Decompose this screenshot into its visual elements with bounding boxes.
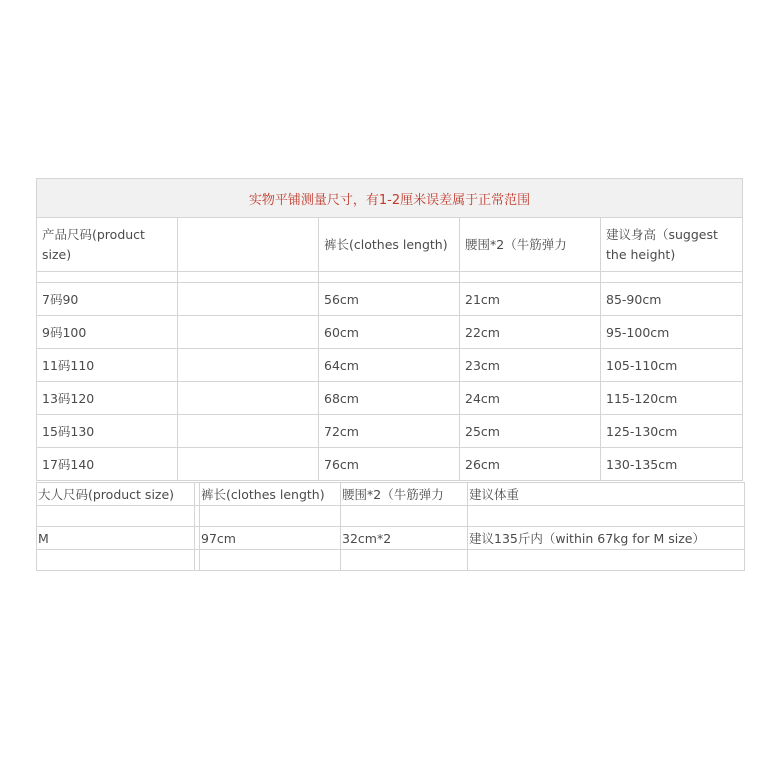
blank-cell	[178, 415, 319, 448]
table-row	[37, 527, 745, 550]
blank-cell	[178, 283, 319, 316]
size-cell: 13码120	[37, 382, 178, 415]
spacer-row	[37, 550, 745, 571]
height-cell: 125-130cm	[601, 415, 743, 448]
table-row	[37, 382, 743, 415]
spacer-row	[37, 272, 743, 283]
header-cell: 产品尺码(product size)	[37, 218, 178, 272]
header-cell: 腰围*2（牛筋弹力	[341, 483, 468, 506]
blank-cell	[178, 316, 319, 349]
spacer-row	[37, 506, 745, 527]
size-cell: 11码110	[37, 349, 178, 382]
weight-cell: 建议135斤内（within 67kg for M size）	[468, 527, 745, 550]
height-cell: 95-100cm	[601, 316, 743, 349]
header-cell: 裤长(clothes length)	[200, 483, 341, 506]
waist-cell: 24cm	[460, 382, 601, 415]
table-row	[37, 415, 743, 448]
header-cell	[178, 218, 319, 272]
height-cell: 130-135cm	[601, 448, 743, 481]
size-cell: 7码90	[37, 283, 178, 316]
length-cell: 76cm	[319, 448, 460, 481]
waist-cell: 21cm	[460, 283, 601, 316]
table-row	[37, 349, 743, 382]
size-cell: 15码130	[37, 415, 178, 448]
height-cell: 115-120cm	[601, 382, 743, 415]
waist-cell: 23cm	[460, 349, 601, 382]
length-cell: 60cm	[319, 316, 460, 349]
table-title: 实物平铺测量尺寸，有1-2厘米误差属于正常范围	[37, 179, 743, 218]
header-cell: 腰围*2（牛筋弹力	[460, 218, 601, 272]
size-cell: M	[37, 527, 195, 550]
length-cell: 97cm	[200, 527, 341, 550]
header-cell: 建议身高（suggest the height)	[601, 218, 743, 272]
waist-cell: 22cm	[460, 316, 601, 349]
blank-cell	[178, 448, 319, 481]
height-cell: 85-90cm	[601, 283, 743, 316]
header-cell: 裤长(clothes length)	[319, 218, 460, 272]
table-row	[37, 448, 743, 481]
height-cell: 105-110cm	[601, 349, 743, 382]
waist-cell: 32cm*2	[341, 527, 468, 550]
length-cell: 64cm	[319, 349, 460, 382]
header-cell: 大人尺码(product size)	[37, 483, 195, 506]
size-cell: 9码100	[37, 316, 178, 349]
table-row	[37, 316, 743, 349]
adult-size-table	[36, 482, 745, 571]
kids-size-table	[36, 178, 743, 481]
length-cell: 56cm	[319, 283, 460, 316]
size-cell: 17码140	[37, 448, 178, 481]
waist-cell: 25cm	[460, 415, 601, 448]
header-cell: 建议体重	[468, 483, 745, 506]
length-cell: 68cm	[319, 382, 460, 415]
table-row	[37, 283, 743, 316]
header-row	[37, 218, 743, 272]
blank-cell	[178, 349, 319, 382]
header-row	[37, 483, 745, 506]
blank-cell	[178, 382, 319, 415]
length-cell: 72cm	[319, 415, 460, 448]
waist-cell: 26cm	[460, 448, 601, 481]
